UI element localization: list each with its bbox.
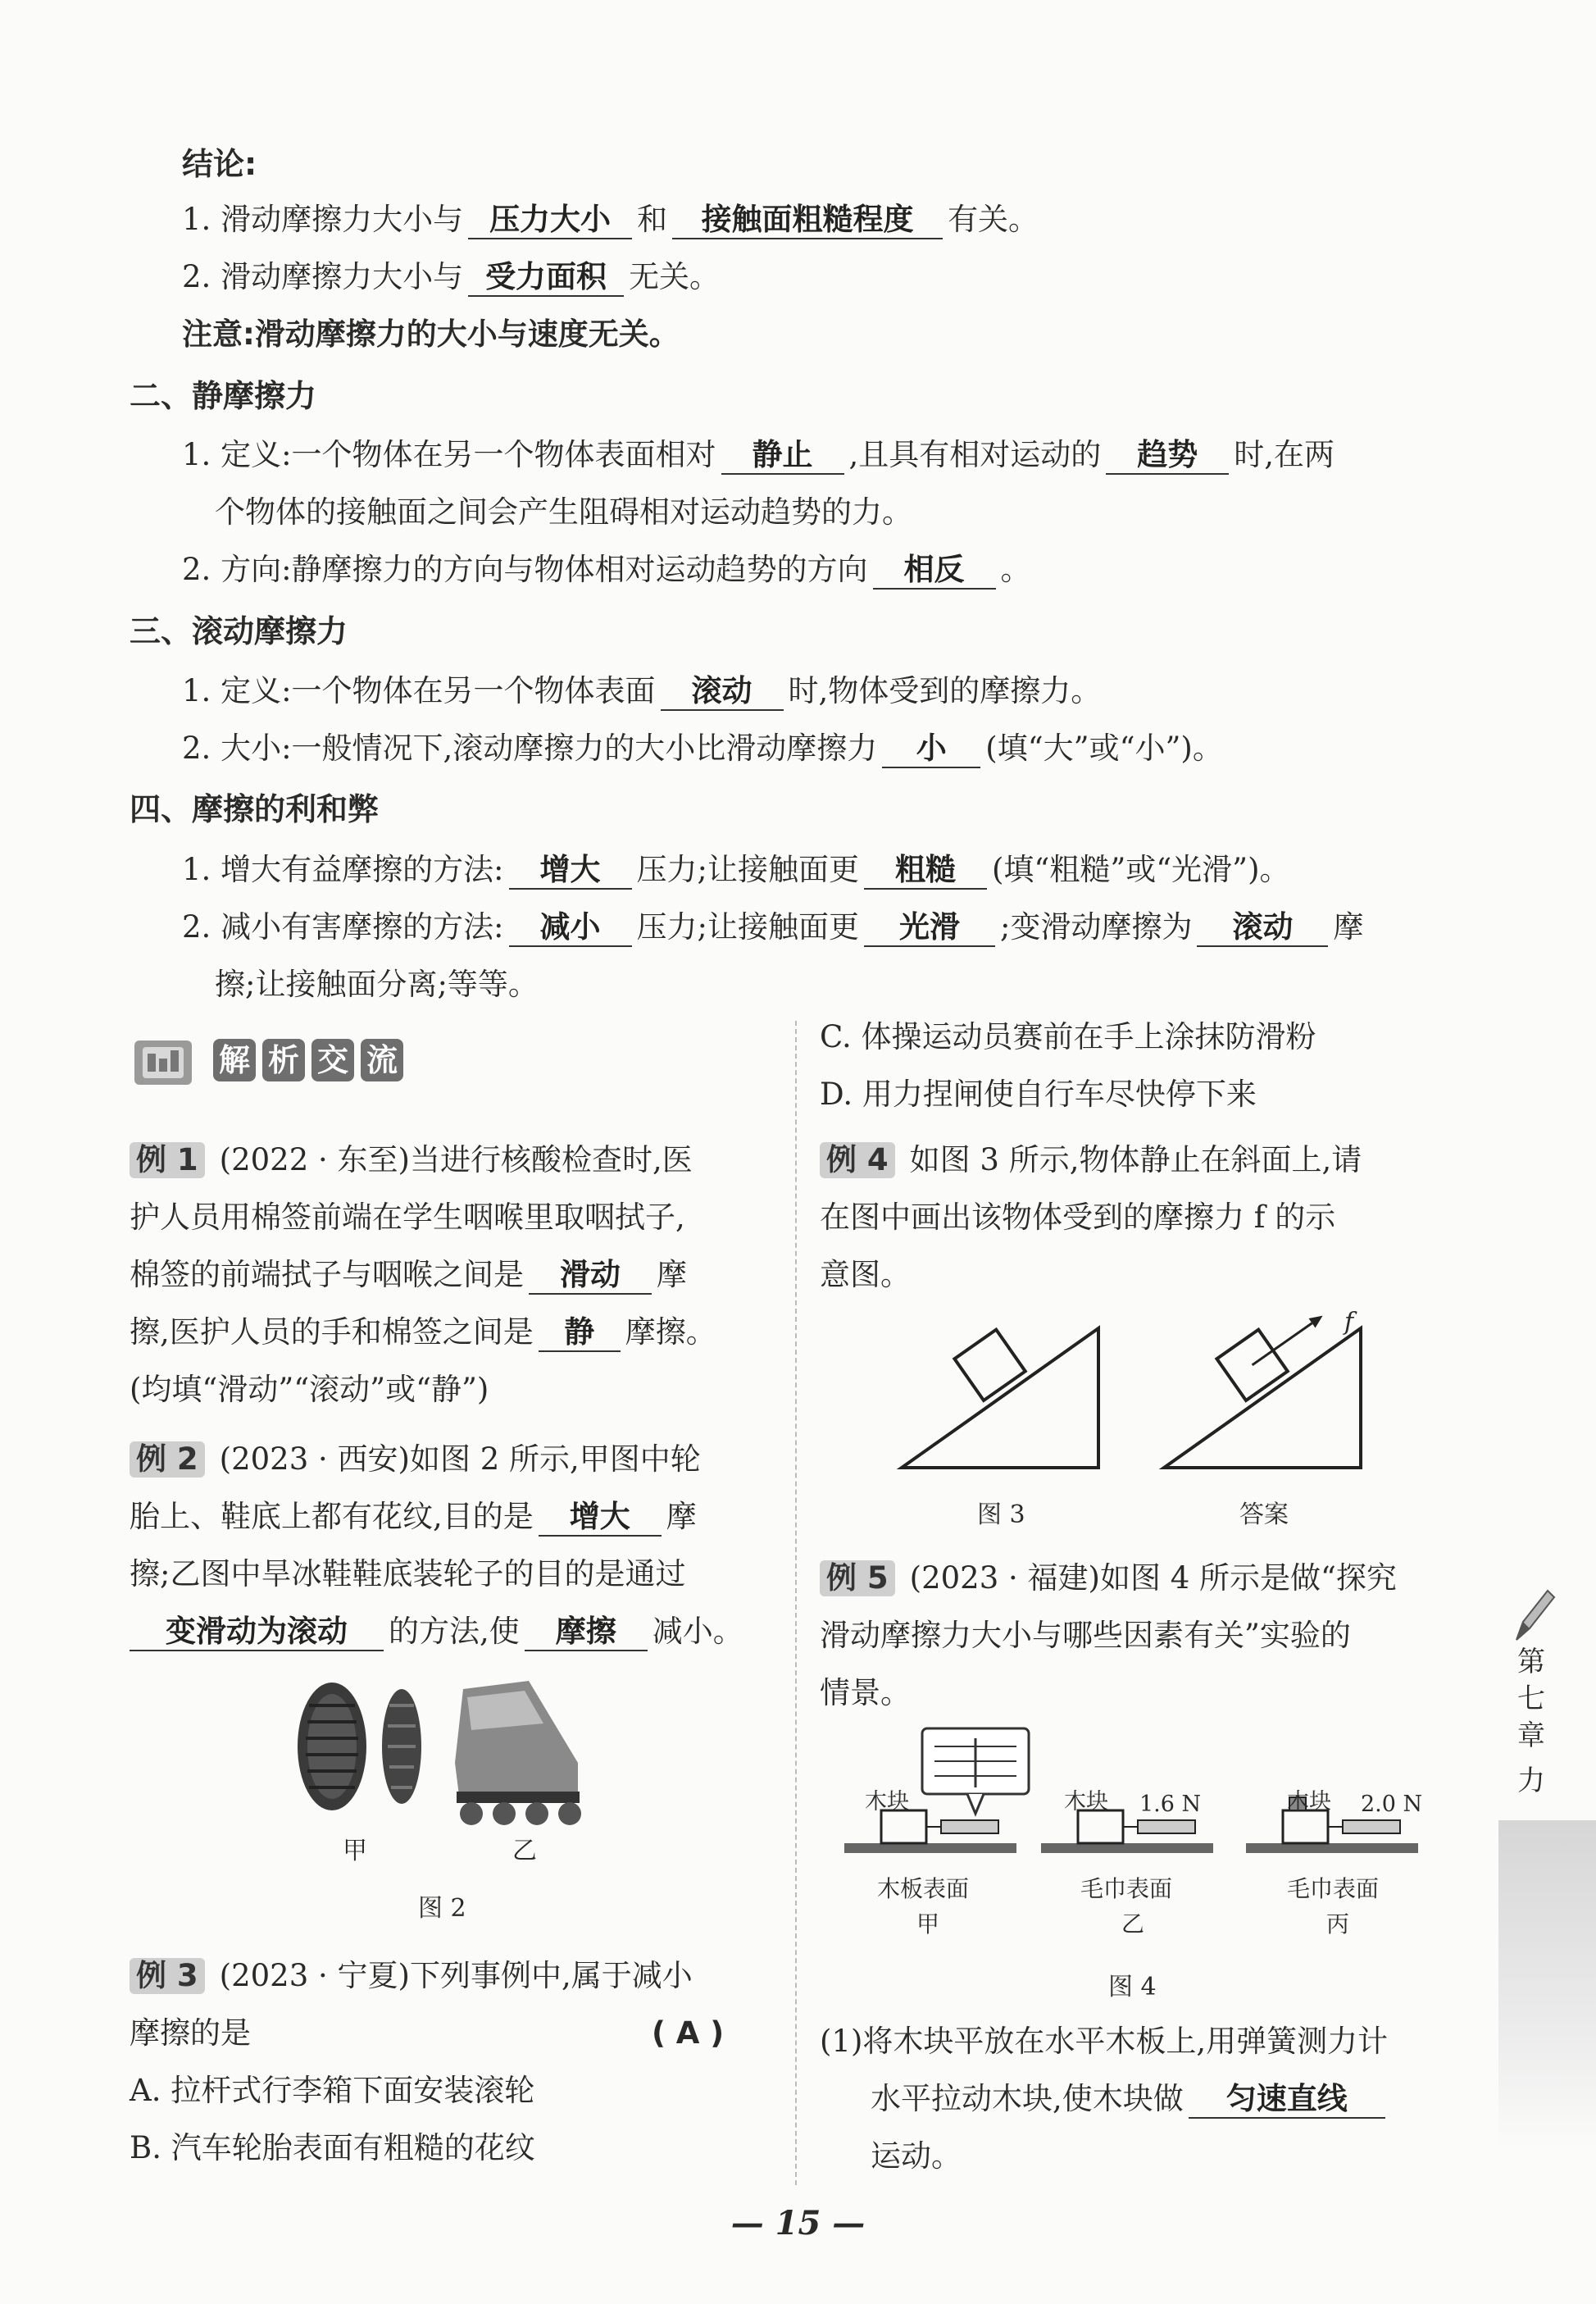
answer-blank: 趋势 <box>1106 437 1229 475</box>
figure-2-caption-b: 乙 <box>512 1837 537 1865</box>
answer-blank: 滚动 <box>1197 909 1328 947</box>
ex3-line-1: 例 3 (2023 · 宁夏)下列事例中,属于减小 <box>130 1956 693 1997</box>
answer-blank: 滑动 <box>529 1257 652 1295</box>
section-header-icon <box>131 1036 205 1090</box>
ex2-line-3: 擦;乙图中旱冰鞋鞋底装轮子的目的是通过 <box>130 1556 686 1591</box>
incline-question <box>902 1328 1098 1468</box>
figure-4-reading-b: 1.6 N <box>1139 1792 1202 1817</box>
answer-blank: 接触面粗糙程度 <box>672 202 943 239</box>
column-divider <box>795 1021 797 2185</box>
section-header-char: 解 <box>213 1039 256 1081</box>
chapter-tab-text: 章 <box>1517 1719 1545 1752</box>
pros-increase: 1. 增大有益摩擦的方法: 增大 压力;让接触面更 粗糙 (填“粗糙”或“光滑”)。 <box>182 849 1290 890</box>
answer-blank: 压力大小 <box>468 202 632 239</box>
section-header-char: 析 <box>262 1039 305 1081</box>
conclusion-line-2: 2. 滑动摩擦力大小与 受力面积 无关。 <box>182 257 720 298</box>
answer-blank: 增大 <box>539 1499 662 1537</box>
figure-4-surface-b: 毛巾表面 <box>1080 1875 1173 1902</box>
answer-blank: 摩擦 <box>525 1614 648 1651</box>
static-definition-cont: 个物体的接触面之间会产生阻碍相对运动趋势的力。 <box>215 494 912 530</box>
ex2-line-2: 胎上、鞋底上都有花纹,目的是 增大 摩 <box>130 1496 697 1537</box>
chapter-tab-text: 第 <box>1517 1646 1545 1678</box>
ex2-line-4: 变滑动为滚动 的方法,使 摩擦 减小。 <box>130 1611 743 1652</box>
ex3-line-2: 摩擦的是 <box>130 2015 251 2051</box>
example-label: 例 3 <box>130 1958 205 1994</box>
ex1-line-2: 护人员用棉签前端在学生咽喉里取咽拭子, <box>130 1200 685 1235</box>
figure-4-surface-a: 木板表面 <box>877 1875 970 1902</box>
ex5-q1-line-3: 运动。 <box>871 2138 962 2174</box>
ex2-line-1: 例 2 (2023 · 西安)如图 2 所示,甲图中轮 <box>130 1439 701 1480</box>
figure-4-reading-c: 2.0 N <box>1361 1792 1423 1817</box>
figure-3-answer-label: 答案 <box>1239 1500 1289 1529</box>
answer-blank: 滚动 <box>661 673 784 711</box>
figure-4-caption-a: 甲 <box>916 1910 940 1937</box>
ex5-q1-line-1: (1)将木块平放在水平木板上,用弹簧测力计 <box>820 2024 1389 2059</box>
figure-2-illustration <box>283 1673 594 1828</box>
figure-4-surface-c: 毛巾表面 <box>1287 1875 1380 1902</box>
ex5-line-2: 滑动摩擦力大小与哪些因素有关”实验的 <box>820 1618 1351 1653</box>
chapter-tab-text: 力 <box>1517 1764 1545 1797</box>
conclusion-title: 结论: <box>182 146 257 182</box>
ex4-line-3: 意图。 <box>820 1257 911 1292</box>
answer-blank: 粗糙 <box>864 852 987 890</box>
answer-blank: 减小 <box>509 909 632 947</box>
section-header <box>131 1029 443 1096</box>
pros-title: 四、摩擦的利和弊 <box>130 791 380 827</box>
figure-4-block-label: 木块 <box>1064 1789 1108 1815</box>
ex5-q1-line-2: 水平拉动木块,使木块做 匀速直线 <box>871 2079 1390 2120</box>
figure-3-illustration <box>893 1304 1467 1484</box>
figure-4-block-label: 木块 <box>865 1789 909 1815</box>
chapter-tab-text: 七 <box>1517 1682 1545 1715</box>
ex1-line-5: (均填“滑动”“滚动”或“静”) <box>130 1372 489 1407</box>
ex1-line-1: 例 1 (2022 · 东至)当进行核酸检查时,医 <box>130 1140 693 1181</box>
ex4-line-2: 在图中画出该物体受到的摩擦力 f 的示 <box>820 1200 1336 1235</box>
answer-blank: 静 <box>539 1314 621 1352</box>
figure-2-caption-a: 甲 <box>343 1837 367 1865</box>
answer-blank: 光滑 <box>864 909 995 947</box>
chapter-tab <box>1498 1820 1596 2148</box>
pros-reduce-cont: 擦;让接触面分离;等等。 <box>215 967 539 1002</box>
answer-blank: 增大 <box>509 852 632 890</box>
ex3-answer: ( A ) <box>652 2015 725 2051</box>
section-header-char: 流 <box>361 1039 403 1081</box>
ex1-line-3: 棉签的前端拭子与咽喉之间是 滑动 摩 <box>130 1254 687 1295</box>
ex3-option-a: A. 拉杆式行李箱下面安装滚轮 <box>130 2073 535 2108</box>
figure-4-title: 图 4 <box>1108 1973 1157 2001</box>
answer-blank: 静止 <box>721 437 844 475</box>
static-definition: 1. 定义:一个物体在另一个物体表面相对 静止 ,且具有相对运动的 趋势 时,在两 <box>182 435 1335 476</box>
answer-blank: 小 <box>882 731 980 768</box>
ex3-option-b: B. 汽车轮胎表面有粗糙的花纹 <box>130 2130 535 2165</box>
answer-blank: 变滑动为滚动 <box>130 1614 384 1651</box>
figure-4-caption-b: 乙 <box>1121 1910 1145 1937</box>
ex1-line-4: 擦,医护人员的手和棉签之间是 静 摩擦。 <box>130 1312 716 1353</box>
example-label: 例 1 <box>130 1142 205 1178</box>
figure-4-block-label: 木块 <box>1287 1789 1331 1815</box>
conclusion-note: 注意:滑动摩擦力的大小与速度无关。 <box>182 316 680 352</box>
figure-3-title: 图 3 <box>977 1500 1025 1529</box>
conclusion-line-1: 1. 滑动摩擦力大小与 压力大小 和 接触面粗糙程度 有关。 <box>182 199 1039 240</box>
friction-force-label: f <box>1344 1308 1354 1336</box>
setup-a <box>844 1810 1016 1853</box>
section-header-char: 交 <box>311 1039 354 1081</box>
answer-blank: 匀速直线 <box>1189 2081 1385 2119</box>
static-direction: 2. 方向:静摩擦力的方向与物体相对运动趋势的方向 相反 。 <box>182 549 1031 590</box>
figure-4-illustration <box>844 1722 1426 1878</box>
ex5-line-1: 例 5 (2023 · 福建)如图 4 所示是做“探究 <box>820 1558 1397 1599</box>
ex3-option-c: C. 体操运动员赛前在手上涂抹防滑粉 <box>820 1019 1316 1054</box>
figure-2-title: 图 2 <box>418 1894 466 1923</box>
roller-skate-icon <box>455 1681 581 1825</box>
example-label: 例 2 <box>130 1441 205 1478</box>
rolling-definition: 1. 定义:一个物体在另一个物体表面 滚动 时,物体受到的摩擦力。 <box>182 671 1101 712</box>
figure-4-caption-c: 丙 <box>1326 1910 1350 1937</box>
rolling-title: 三、滚动摩擦力 <box>130 613 348 649</box>
ex5-line-3: 情景。 <box>820 1675 911 1710</box>
pencil-icon <box>1508 1582 1557 1648</box>
spring-scale-magnified-icon <box>922 1728 1029 1814</box>
page-number: — 15 — <box>730 2204 866 2243</box>
pros-reduce: 2. 减小有害摩擦的方法: 减小 压力;让接触面更 光滑 ;变滑动摩擦为 滚动 摩 <box>182 907 1363 948</box>
tire-icon <box>298 1682 366 1810</box>
example-label: 例 4 <box>820 1142 895 1178</box>
example-label: 例 5 <box>820 1560 895 1596</box>
rolling-size: 2. 大小:一般情况下,滚动摩擦力的大小比滑动摩擦力 小 (填“大”或“小”)。 <box>182 728 1223 769</box>
ex4-line-1: 例 4 如图 3 所示,物体静止在斜面上,请 <box>820 1140 1362 1181</box>
incline-answer <box>1164 1304 1361 1468</box>
static-title: 二、静摩擦力 <box>130 378 317 414</box>
shoe-sole-icon <box>382 1689 421 1804</box>
ex3-option-d: D. 用力捏闸使自行车尽快停下来 <box>820 1077 1257 1112</box>
answer-blank: 受力面积 <box>468 259 624 297</box>
answer-blank: 相反 <box>873 552 996 590</box>
